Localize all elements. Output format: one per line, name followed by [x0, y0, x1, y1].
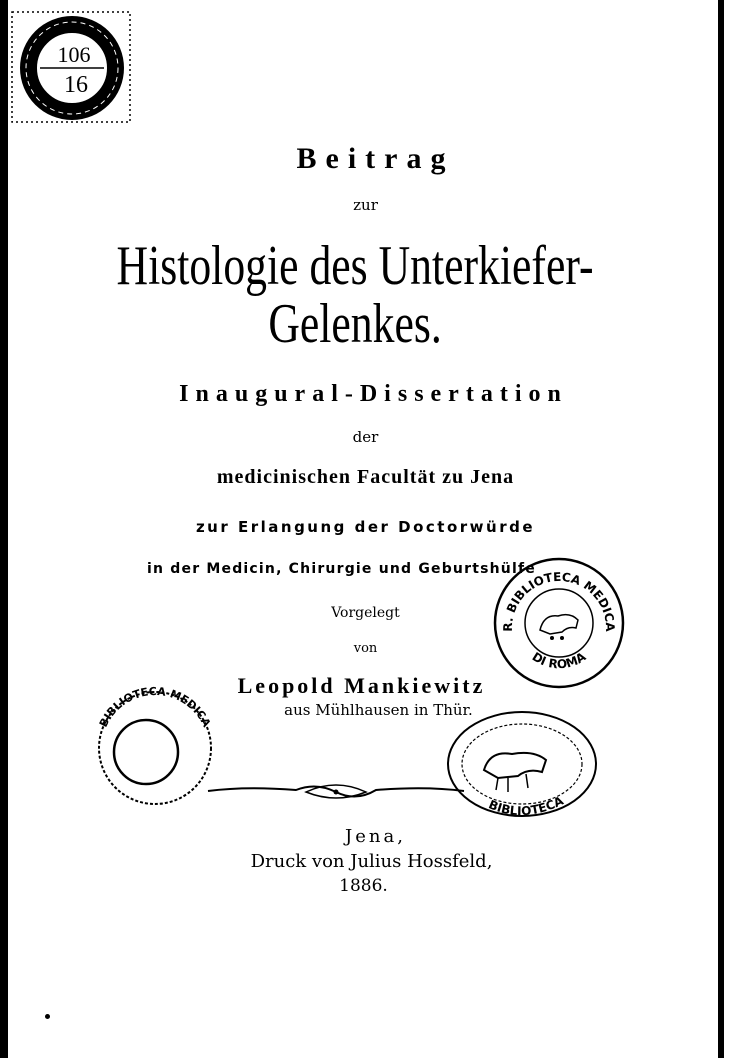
ornamental-divider: [206, 778, 466, 804]
svg-text:BIBLIOTECA: [487, 793, 567, 818]
text-zur: zur: [353, 196, 378, 214]
text-der: der: [352, 428, 379, 446]
top-left-library-stamp: [10, 8, 140, 130]
left-stamp-text: BIBLIOTECA MEDICA: [96, 686, 214, 730]
imprint-year: 1886.: [339, 876, 388, 896]
right-library-stamp: [492, 556, 626, 690]
wolf-emblem-icon: [484, 753, 546, 792]
text-von: von: [353, 641, 378, 656]
imprint-city: Jena,: [345, 826, 406, 847]
svg-text:DI ROMA: [530, 649, 589, 671]
imprint-printer: Druck von Julius Hossfeld,: [250, 851, 493, 872]
stamp-number-top: 106: [57, 42, 91, 67]
bottom-right-stamp-text: BIBLIOTECA: [486, 793, 566, 819]
right-stamp-text-top: R. BIBLIOTECA MEDICA: [500, 569, 618, 632]
ink-speck: [45, 1014, 50, 1019]
author-origin: aus Mühlhausen in Thür.: [284, 701, 473, 719]
heading-beitrag: Beitrag: [296, 142, 455, 175]
left-faint-library-stamp: [88, 686, 222, 810]
text-vorgelegt: Vorgelegt: [331, 605, 400, 621]
author-name: Leopold Mankiewitz: [237, 673, 486, 698]
wolf-emblem-icon: [540, 615, 578, 640]
stamp-number-bottom: 16: [64, 72, 88, 98]
dissertation-heading: Inaugural-Dissertation: [179, 381, 568, 407]
main-title-line-2: Gelenkes.: [268, 293, 442, 355]
right-stamp-text-bottom: DI ROMA: [529, 649, 589, 672]
faculty-line: medicinischen Facultät zu Jena: [216, 466, 515, 488]
fields-line: in der Medicin, Chirurgie und Geburtshülfe: [147, 561, 536, 577]
bottom-right-library-stamp: [442, 706, 602, 822]
main-title-line-1: Histologie des Unterkiefer-: [116, 235, 594, 297]
purpose-line: zur Erlangung der Doctorwürde: [195, 518, 536, 536]
svg-text:R. BIBLIOTECA MEDICA: [501, 570, 617, 633]
svg-text:BIBLIOTECA MEDICA: [97, 686, 214, 730]
